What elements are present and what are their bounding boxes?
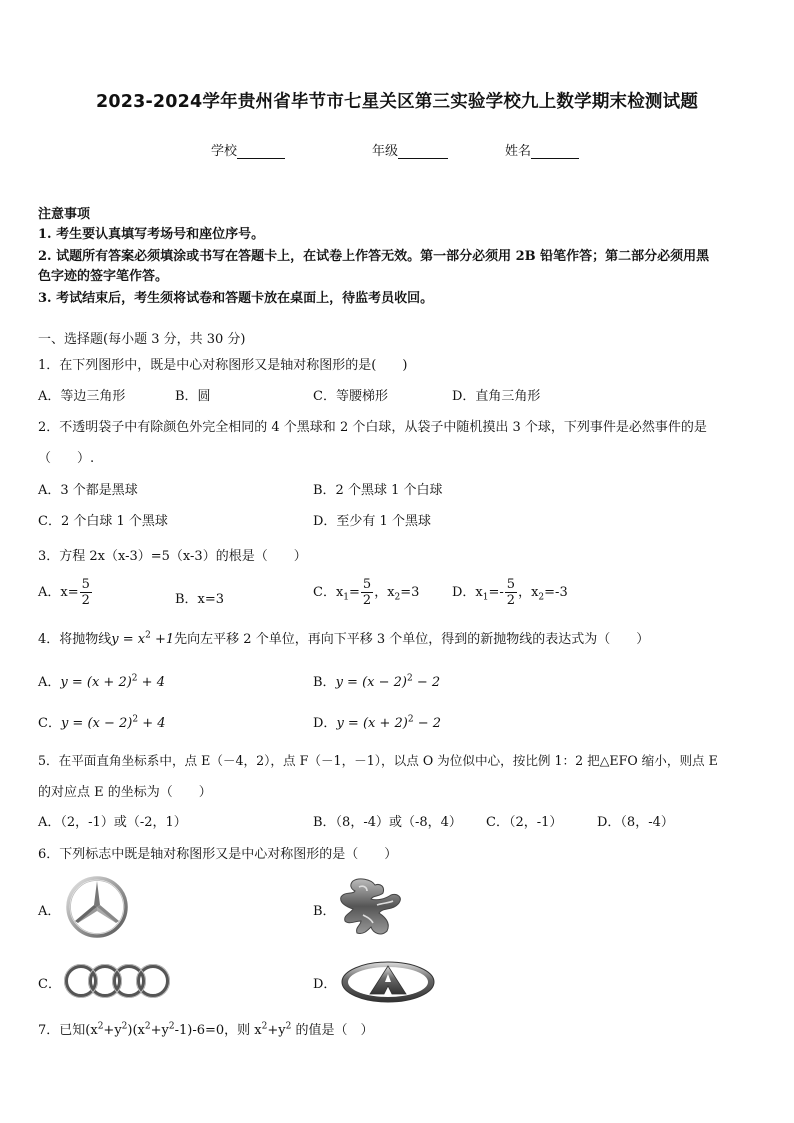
notice-item-2b: 色字迹的签字笔作答。 <box>38 269 169 284</box>
q6-stem: 6．下列标志中既是轴对称图形又是中心对称图形的是（ ） <box>38 847 398 862</box>
name-label: 姓名 <box>505 144 532 159</box>
q4-option-a <box>38 671 165 690</box>
q3-c-prefix: C．x <box>313 585 344 600</box>
q5-option-b: B．（8，-4）或（-8，4） <box>313 815 462 830</box>
q2-option-b: B．2 个黑球 1 个白球 <box>313 483 443 498</box>
q1-option-d: D．直角三角形 <box>452 389 541 404</box>
q3-d-tail: =-3 <box>544 585 568 600</box>
q1-option-b: B．圆 <box>175 389 211 404</box>
q3-d-prefix: D．x <box>452 585 483 600</box>
q4-a-label: A． <box>38 675 61 690</box>
q3-d-numerator: 5 <box>506 577 516 592</box>
q4-b-sup: 2 <box>406 673 413 684</box>
q7-sup4: 2 <box>168 1021 175 1032</box>
notice-item-1: 1. 考生要认真填写考场号和座位序号。 <box>38 227 265 242</box>
q3-c-numerator: 5 <box>362 577 372 592</box>
q3-option-b: B．x=3 <box>175 592 225 607</box>
q3-a-prefix: A．x= <box>38 585 79 600</box>
q4-d-expr: y = (x + 2) <box>336 716 408 731</box>
q4-c-expr: y = (x − 2) <box>60 716 133 731</box>
q7-sup5: 2 <box>261 1021 268 1032</box>
q7-sup3: 2 <box>144 1021 151 1032</box>
section-heading: 一、选择题(每小题 3 分，共 30 分) <box>38 332 246 347</box>
q3-a-numerator: 5 <box>81 577 90 592</box>
q3-stem: 3．方程 2x（x-3）=5（x-3）的根是（ ） <box>38 549 307 564</box>
notice-heading: 注意事项 <box>38 207 91 222</box>
grade-blank <box>398 144 448 159</box>
q4-stem-expr: y = x <box>111 632 146 647</box>
q4-a-sup: 2 <box>131 673 138 684</box>
q4-c-label: C． <box>38 716 61 731</box>
q7-tail: 的值是（ ） <box>291 1023 374 1038</box>
q4-stem-post: 先向左平移 2 个单位，再向下平移 3 个单位，得到的新抛物线的表达式为（ ） <box>174 632 650 647</box>
q4-d-label: D． <box>313 716 337 731</box>
grade-field <box>372 140 448 159</box>
q3-c-sub2: 2 <box>394 592 401 603</box>
q4-b-expr: y = (x − 2) <box>335 675 407 690</box>
q3-a-fraction <box>80 577 92 608</box>
q7-m1: +y <box>103 1023 122 1038</box>
q5-option-a: A．（2，-1）或（-2，1） <box>38 815 187 830</box>
q3-c-eq: = <box>349 585 360 600</box>
notice-item-2a: 2. 试题所有答案必须填涂或书写在答题卡上，在试卷上作答无效。第一部分必须用 2B 铅笔作答；第二部分必须用黑 <box>38 249 710 264</box>
q4-option-d <box>313 712 441 731</box>
q3-c-denominator: 2 <box>362 593 372 608</box>
q4-b-tail: − 2 <box>412 675 441 690</box>
q4-stem-expr2: +1 <box>150 632 175 647</box>
mercedes-logo-icon <box>66 876 128 938</box>
q3-d-denominator: 2 <box>506 593 516 608</box>
q7-sup2: 2 <box>121 1021 128 1032</box>
school-field <box>211 140 285 159</box>
q3-c-sub1: 1 <box>343 592 350 603</box>
q7-m3: +y <box>150 1023 169 1038</box>
q2-option-d: D．至少有 1 个黑球 <box>313 514 431 529</box>
q3-option-c <box>313 577 419 608</box>
q3-d-eq: =- <box>488 585 504 600</box>
audi-rings-logo-icon <box>62 962 174 1000</box>
q5-stem-line2: 的对应点 E 的坐标为（ ） <box>38 785 212 800</box>
q4-a-tail: + 4 <box>137 675 165 690</box>
q4-d-sup: 2 <box>407 714 414 725</box>
q4-a-expr: y = (x + 2) <box>60 675 132 690</box>
q2-option-a: A．3 个都是黑球 <box>38 483 138 498</box>
infiniti-logo-icon <box>340 960 436 1004</box>
school-label: 学校 <box>211 144 238 159</box>
q7-stem <box>38 1019 374 1038</box>
q4-c-tail: + 4 <box>138 716 166 731</box>
q3-d-sub1: 1 <box>482 592 489 603</box>
q4-c-sup: 2 <box>132 714 139 725</box>
grade-label: 年级 <box>372 144 399 159</box>
q3-a-denominator: 2 <box>81 593 90 608</box>
q6-option-b: B． <box>313 904 336 919</box>
q6-option-d: D． <box>313 977 337 992</box>
q7-m5: +y <box>267 1023 286 1038</box>
school-blank <box>237 144 285 159</box>
q1-stem: 1．在下列图形中，既是中心对称图形又是轴对称图形的是( ) <box>38 358 408 373</box>
q6-option-a: A． <box>38 904 61 919</box>
q7-m2: )(x <box>127 1023 145 1038</box>
q6-option-c: C． <box>38 977 61 992</box>
q3-c-tail: =3 <box>400 585 420 600</box>
q4-b-label: B． <box>313 675 336 690</box>
page-title: 2023-2024学年贵州省毕节市七星关区第三实验学校九上数学期末检测试题 <box>95 92 699 112</box>
q3-option-a <box>38 577 93 608</box>
q7-pre: 7．已知(x <box>38 1023 98 1038</box>
q3-c-fraction <box>361 577 373 608</box>
q4-d-tail: − 2 <box>413 716 442 731</box>
q3-d-fraction <box>505 577 517 608</box>
q1-option-a: A．等边三角形 <box>38 389 126 404</box>
q7-sup1: 2 <box>97 1021 104 1032</box>
q2-stem-line1: 2．不透明袋子中有除颜色外完全相同的 4 个黑球和 2 个白球，从袋子中随机摸出 3 个球，下列事件是必然事件的是 <box>38 420 707 435</box>
q4-option-c <box>38 712 166 731</box>
q2-option-c: C．2 个白球 1 个黑球 <box>38 514 168 529</box>
q4-stem <box>38 628 649 647</box>
q5-stem-line1: 5．在平面直角坐标系中，点 E（－4，2），点 F（－1，－1），以点 O 为位似中心，按比例 1：2 把△EFO 缩小，则点 E <box>38 753 718 768</box>
q1-option-c: C．等腰梯形 <box>313 389 388 404</box>
q3-d-rest: ，x <box>518 585 539 600</box>
q3-option-d <box>452 577 568 608</box>
q3-c-rest: ，x <box>374 585 395 600</box>
q4-option-b <box>313 671 440 690</box>
q5-option-c: C．（2，-1） <box>486 815 563 830</box>
q7-sup6: 2 <box>285 1021 292 1032</box>
q4-stem-pre: 4．将抛物线 <box>38 632 112 647</box>
q2-stem-line2: （ ）. <box>38 451 95 466</box>
peugeot-lion-logo-icon <box>333 877 407 939</box>
name-blank <box>531 144 579 159</box>
q5-option-d: D．（8，-4） <box>597 815 674 830</box>
q4-stem-sup: 2 <box>145 630 151 641</box>
q7-m4: -1)-6=0，则 x <box>174 1023 262 1038</box>
notice-item-3: 3. 考试结束后，考生须将试卷和答题卡放在桌面上，待监考员收回。 <box>38 291 434 306</box>
q3-d-sub2: 2 <box>538 592 545 603</box>
name-field <box>505 140 579 159</box>
